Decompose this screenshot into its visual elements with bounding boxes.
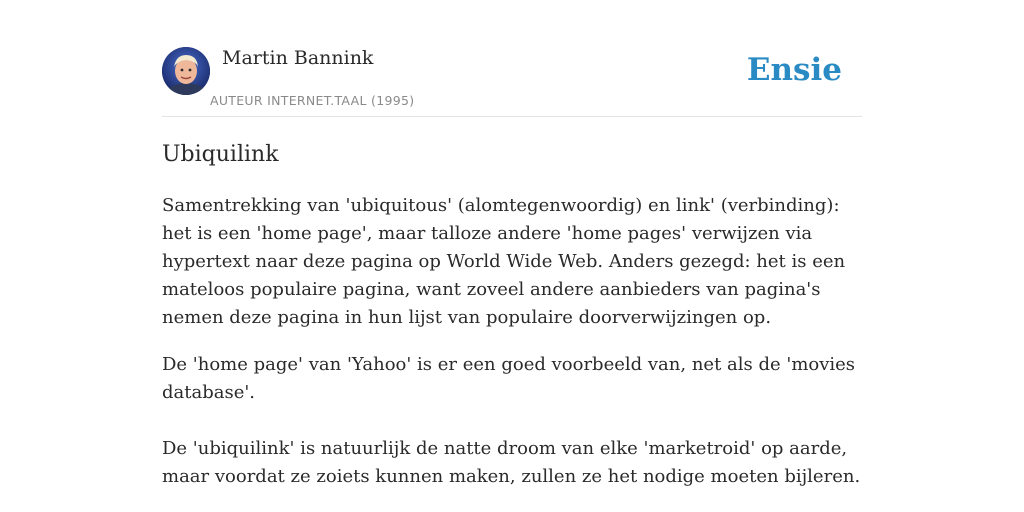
entry-title: Ubiquilink xyxy=(162,142,279,167)
entry-paragraph: De 'ubiquilink' is natuurlijk de natte droom van elke 'marketroid' op aarde, maar voordat ze zoiets kunnen maken, zullen ze het nodige moeten bijleren. xyxy=(162,438,861,487)
author-avatar[interactable] xyxy=(162,47,210,95)
entry-body xyxy=(162,192,862,491)
header xyxy=(162,0,862,117)
author-role: AUTEUR INTERNET.TAAL (1995) xyxy=(210,93,415,108)
brand-logo[interactable]: Ensie xyxy=(746,52,842,88)
entry-paragraph: De 'home page' van 'Yahoo' is er een goed voorbeeld van, net als de 'movies database'. xyxy=(162,354,856,403)
entry-paragraph: Samentrekking van 'ubiquitous' (alomtegenwoordig) en link' (verbinding): het is een 'home page', maar talloze andere 'home pages' verwijzen via hypertext naar deze pagina op World Wide Web. Anders gezegd: het is een mateloos populaire pagina, want zoveel andere aanbieders van pagina's nemen deze pagina in hun lijst van populaire doorverwijzingen op. xyxy=(162,195,846,328)
author-name[interactable]: Martin Bannink xyxy=(222,47,374,69)
author-photo-icon xyxy=(162,47,210,95)
